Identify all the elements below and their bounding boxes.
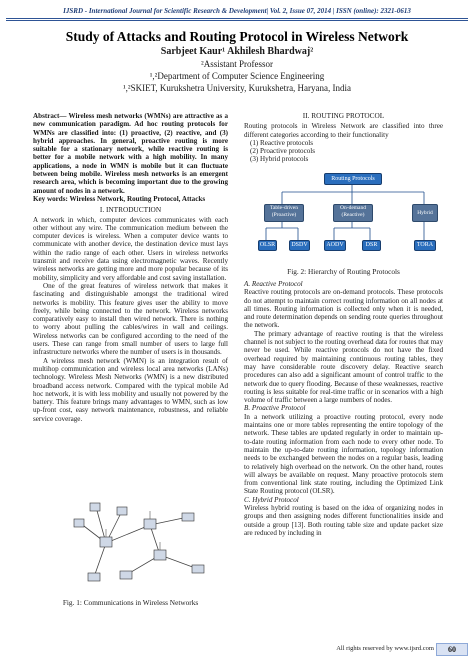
on-demand-node: On-demand (Reactive)	[333, 204, 373, 222]
reactive-paragraph-2: The primary advantage of reactive routing is that the wireless channel is not subject to the routing overhead data for routes that may never be used. While reactive protocols do not have the fixed overhead required by maintaining continuous routing tables, they may have considerable route discovery delay. Reactive search procedures can also add a significant amount of control traffic to the network due to query flooding. Because of these weaknesses, reactive routing is less suitable for real-time traffic or in scenarios with a high volume of traffic between a large numbers of nodes.	[244, 329, 443, 405]
abstract: Abstract— Wireless mesh networks (WMNs) are attractive as a new communication paradigm. Ad hoc routing protocols for WMNs are classified into: (1) proactive, (2) reactive, and (3) hybrid approaches. In general, proactive routing is more suitable for a stationary network, while reactive routing is better for a mobile network with a high mobility. In many applications, a node in WMN is mobile but it can fluctuate between being mobile. Wireless mesh networks is an emergent research area, which is becoming important due to the growing amount of nodes in a network.	[33, 112, 228, 195]
hybrid-node: Hybrid	[412, 204, 438, 222]
right-column-top	[244, 112, 443, 164]
header-rule-2	[6, 20, 468, 21]
affiliation-institute: ¹,²SKIET, Kurukshetra University, Kurukshetra, Haryana, India	[122, 83, 352, 93]
intro-paragraph-1: A network in which, computer devices communicates with each other without any wire. The communication medium between the computer devices is wireless. When a computer device wants to communicate with another device, the destination device must lays within the radio range of each other. Users in wireless networks transmit and receive data using electromagnetic waves. Recently wireless networks are getting more and more popular because of its mobility, simplicity and very affordable and cost saving installation.	[33, 215, 228, 282]
proactive-paragraph: In a network utilizing a proactive routing protocol, every node maintains one or more tables representing the entire topology of the network. These tables are updated regularly in order to maintain up-to-date routing information from each node to every other node. To maintain the up-to-date routing information, topology information needs to be exchanged between the nodes on a regular basis, leading to relatively high overhead on the network. On the other hand, routes will always be available on request. Many proactive protocols stem from conventional link state routing, including the Optimized Link State Routing protocol (OLSR).	[244, 412, 443, 496]
reactive-paragraph-1: Reactive routing protocols are on-demand protocols. These protocols do not attempt to maintain correct routing information on all nodes at all times. Routing information is collected only when it is needed, and route determination depends on sending route queries throughout the network.	[244, 288, 443, 330]
right-column-body	[244, 280, 443, 537]
keywords: Key words: Wireless Network, Routing Protocol, Attacks	[33, 194, 206, 203]
aodv-node: AODV	[324, 240, 346, 251]
routing-intro: Routing protocols in Wireless Network are classified into three different categories according to their functionality	[244, 122, 443, 139]
section-introduction-title: I. INTRODUCTION	[99, 205, 162, 215]
affiliation-role: ²Assistant Professor	[201, 59, 273, 69]
routing-protocols-node: Routing Protocols	[324, 173, 382, 185]
tora-node: TORA	[414, 240, 436, 251]
table-driven-node: Table-driven (Proactive)	[264, 204, 304, 222]
dsdv-node: DSDV	[289, 240, 310, 251]
section-routing-protocol-title: II. ROUTING PROTOCOL	[302, 111, 385, 120]
paper-title: Study of Attacks and Routing Protocol in Wireless Network	[65, 29, 409, 44]
figure-2-caption: Fig. 2: Hierarchy of Routing Protocols	[287, 267, 400, 276]
protocol-list-item-3: (3) Hybrid protocols	[250, 155, 309, 164]
protocol-list-item-2: (2) Proactive protocols	[250, 147, 316, 156]
page-number: 60	[436, 643, 468, 656]
intro-paragraph-2: One of the great features of wireless network that makes it fascinating and distinguishable amongst the traditional wired networks is mobility. This feature gives user the ability to move freely, while being connected to the network. Wireless networks comparatively easy to install then wired network. There is nothing to worry about pulling the cables/wires in wall and ceilings. Wireless networks can be configured according to the need of the users. These can range from small number of users to large full infrastructure networks where the number of users is in thousands.	[33, 281, 228, 357]
affiliation-department: ¹,²Department of Computer Science Engineering	[149, 71, 325, 81]
wireless-network-illustration	[60, 495, 220, 593]
journal-header: IJSRD - International Journal for Scientific Research & Development| Vol. 2, Issue 07, 2014 | ISSN (online): 2321-0613	[63, 7, 411, 15]
olsr-node: OLSR	[258, 240, 277, 251]
paper-authors: Sarbjeet Kaur¹ Akhilesh Bhardwaj²	[160, 46, 314, 57]
subsection-c-title: C. Hybrid Protocol	[244, 495, 299, 504]
left-column	[33, 112, 228, 423]
header-rule	[6, 18, 468, 19]
dsr-node: DSR	[362, 240, 381, 251]
intro-paragraph-3: A wireless mesh network (WMN) is an integration result of multihop communication and wireless local area networks (LANs) technology. Wireless Mesh Networks (WMN) is a new distributed broadband access network. Compared with the typical mobile Ad hoc network, it is with less mobility and usually not powered by the battery. This feature brings many advantages to WMN, such as low up-front cost, easy network maintenance, robustness, and reliable service coverage.	[33, 356, 228, 423]
footer-rights: All rights reserved by www.ijsrd.com	[336, 645, 434, 652]
routing-hierarchy-diagram	[258, 170, 448, 260]
protocol-list-item-1: (1) Reactive protocols	[250, 138, 314, 147]
subsection-a-title: A. Reactive Protocol	[244, 280, 303, 288]
page-footer	[6, 643, 468, 655]
figure-1-caption: Fig. 1: Communications in Wireless Networks	[62, 598, 199, 607]
hybrid-paragraph: Wireless hybrid routing is based on the idea of organizing nodes in groups and then assigning nodes different functionalities inside and outside a group [13]. Both routing table size and update packet size are reduced by including in	[244, 504, 443, 537]
subsection-b-title: B. Proactive Protocol	[244, 404, 306, 413]
